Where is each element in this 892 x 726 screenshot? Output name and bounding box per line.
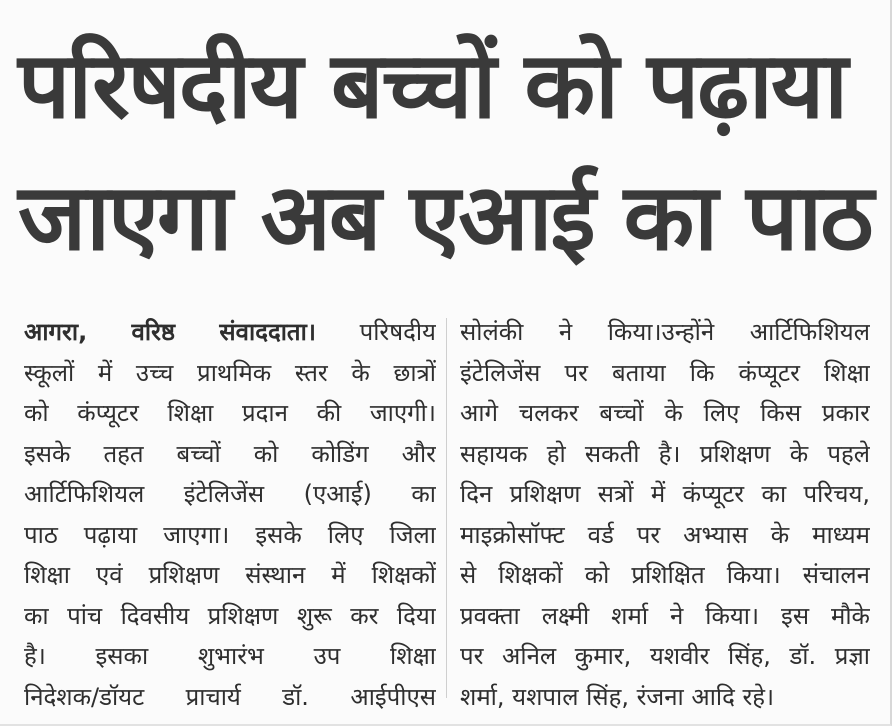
article-line: इंटेलिजेंस पर बताया कि कंप्यूटर शिक्षा [460, 358, 870, 387]
article-line: को कंप्यूटर शिक्षा प्रदान की जाएगी। [24, 399, 436, 427]
headline [18, 20, 878, 284]
article-line: दिन प्रशिक्षण सत्रों में कंप्यूटर का परिचय, [460, 480, 870, 508]
article-line: आगे चलकर बच्चों के लिए किस प्रकार [460, 399, 870, 427]
article-line: शिक्षा एवं प्रशिक्षण संस्थान में शिक्षकों [24, 561, 436, 589]
article-line: सहायक हो सकती है। प्रशिक्षण के पहले [460, 439, 870, 468]
article-line: पर अनिल कुमार, यशवीर सिंह, डॉ. प्रज्ञा [460, 642, 870, 670]
article-line: शर्मा, यशपाल सिंह, रंजना आदि रहे। [460, 682, 775, 711]
article-line: पाठ पढ़ाया जाएगा। इसके लिए जिला [24, 520, 436, 549]
article-column-left [24, 312, 436, 717]
headline-line-2: जाएगा अब एआई का पाठ [18, 164, 872, 271]
article-line: निदेशक/डॉयट प्राचार्य डॉ. आईपीएस [24, 682, 436, 711]
column-divider [446, 318, 447, 698]
article-line: है। इसका शुभारंभ उप शिक्षा [24, 642, 436, 670]
article-line: इसके तहत बच्चों को कोडिंग और [24, 439, 436, 468]
article-line: का पांच दिवसीय प्रशिक्षण शुरू कर दिया [24, 601, 436, 630]
article-line: सोलंकी ने किया।उन्होंने आर्टिफिशियल [460, 318, 870, 346]
article-line: आर्टिफिशियल इंटेलिजेंस (एआई) का [24, 480, 436, 508]
headline-line-1: परिषदीय बच्चों को पढ़ाया [18, 32, 847, 139]
article-line: स्कूलों में उच्च प्राथमिक स्तर के छात्रों [24, 358, 436, 387]
dateline: आगरा, वरिष्ठ संवाददाता। [24, 318, 316, 346]
article-line: माइक्रोसॉफ्ट वर्ड पर अभ्यास के माध्यम [460, 520, 870, 549]
article-column-right [460, 312, 870, 717]
article-line: से शिक्षकों को प्रशिक्षित किया। संचालन [460, 561, 870, 589]
article-line: प्रवक्ता लक्ष्मी शर्मा ने किया। इस मौके [460, 601, 870, 630]
article-line: आगरा, वरिष्ठ संवाददाता। परिषदीय [24, 318, 436, 346]
